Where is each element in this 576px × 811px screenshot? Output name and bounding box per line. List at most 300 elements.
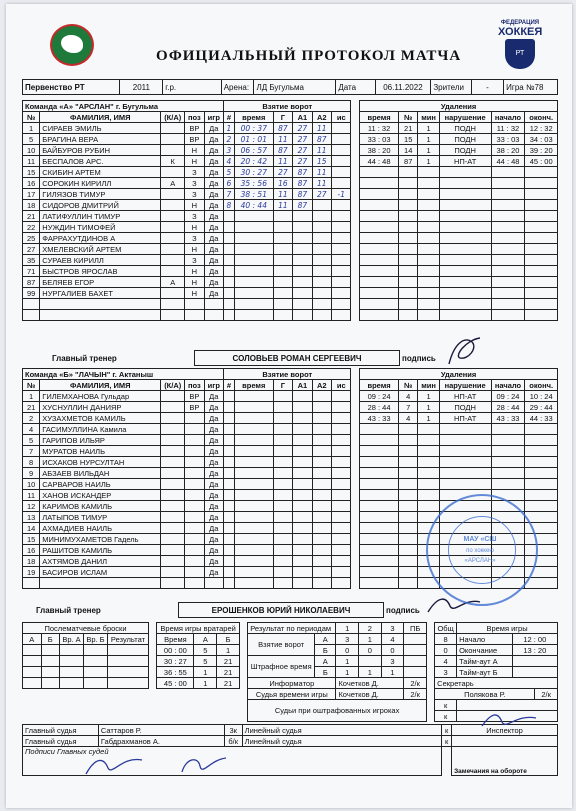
federation-logo-icon: ФЕДЕРАЦИЯ ХОККЕЯ РТ (498, 20, 542, 74)
player-role (161, 123, 185, 134)
goal-is: -1 (332, 189, 351, 200)
player-name: ГИЛЯЗОВ ТИМУР (40, 189, 161, 200)
player-played: Да (204, 545, 223, 556)
team-b-coach-label: Главный тренер (36, 605, 101, 615)
arena: ЛД Бугульма (254, 80, 336, 95)
player-name: ХУСНУЛЛИН ДАНИЯР (40, 402, 161, 413)
player-position (185, 413, 204, 424)
player-position (185, 501, 204, 512)
player-row (23, 413, 558, 424)
goal-g: 11 (273, 156, 292, 167)
player-number: 87 (23, 277, 40, 288)
player-row (23, 255, 558, 266)
goal-a1: 87 (293, 167, 312, 178)
player-role (161, 446, 185, 457)
goal-a1: 87 (293, 200, 312, 211)
penalty-end: 39 : 20 (525, 145, 558, 156)
player-position: Н (185, 266, 204, 277)
goal-time: 35 : 56 (234, 178, 273, 189)
player-row (23, 233, 558, 244)
goalie-time-title: Время игры вратарей (157, 623, 240, 634)
player-position: Н (185, 145, 204, 156)
player-name: МУРАТОВ НАИЛЬ (40, 446, 161, 457)
player-row (23, 424, 558, 435)
summary-table: Послематчевые броски Время игры вратарей Результат по периодам 1 2 3 ПБ Общ Время игры А Б Вр. А Вр. Б Результат Время А Б Взятие ворот А 3 1 4 8 Начало 12 : 00 00 : 00 5 1 Б 0 0 0 0 Окончание 13 : 20 30 : 27 5 21 Штрафное время А 1 3 4 Тайм-аут А 36 : 55 1 21 Б 1 1 1 3 Тайм-аут Б 45 : 00 1 21 Информатор Кочетков Д. 2/к Секретарь Судья времени игры Кочетков Д. 2/к Полякова Р. 2/к Судьи при оштрафованных игроках к к (22, 622, 558, 722)
player-number: 35 (23, 255, 40, 266)
penalty-viol: НП-АТ (439, 391, 491, 402)
penalty-end: 10 : 24 (525, 391, 558, 402)
player-role: А (161, 178, 185, 189)
penalty-no: 14 (399, 145, 418, 156)
player-row (23, 310, 558, 321)
player-number: 99 (23, 288, 40, 299)
penalty-no: 21 (399, 123, 418, 134)
player-row (23, 244, 558, 255)
goal-a2 (312, 200, 331, 211)
player-role (161, 413, 185, 424)
player-name: ИСХАКОВ НУРСУЛТАН (40, 457, 161, 468)
penalty-no: 87 (399, 156, 418, 167)
player-position (185, 534, 204, 545)
goal-a1: 87 (293, 178, 312, 189)
team-a-coach-signature-icon (444, 334, 484, 368)
player-row (23, 457, 558, 468)
player-name: СОРОКИН КИРИЛЛ (40, 178, 161, 189)
player-role (161, 244, 185, 255)
player-role (161, 266, 185, 277)
player-number: 22 (23, 222, 40, 233)
player-number: 15 (23, 534, 40, 545)
player-played: Да (204, 233, 223, 244)
goal-n: 8 (224, 200, 235, 211)
team-b-penalties-title: Удаления (360, 369, 558, 380)
birth-year-suffix: г.р. (163, 80, 221, 95)
player-position (185, 545, 204, 556)
player-position: З (185, 211, 204, 222)
goal-a2: 15 (312, 156, 331, 167)
player-row (23, 288, 558, 299)
player-role (161, 211, 185, 222)
player-position (185, 512, 204, 523)
player-name: ЛАТИФУЛЛИН ТИМУР (40, 211, 161, 222)
player-number: 19 (23, 567, 40, 578)
goal-time: 06 : 57 (234, 145, 273, 156)
penalty-start: 11 : 32 (491, 123, 525, 134)
penalty-time: 44 : 48 (360, 156, 399, 167)
player-number: 5 (23, 134, 40, 145)
player-name: ГИЛЕМХАНОВА Гульдар (40, 391, 161, 402)
player-row (23, 266, 558, 277)
team-a-goals-title: Взятие ворот (224, 101, 351, 112)
goal-a2: 87 (312, 134, 331, 145)
player-row (23, 299, 558, 310)
team-a-sign-label: подпись (402, 353, 436, 363)
player-role (161, 233, 185, 244)
player-name: БАСИРОВ ИСЛАМ (40, 567, 161, 578)
player-position: ВР (185, 123, 204, 134)
penalty-start: 38 : 20 (491, 145, 525, 156)
penalty-time: 43 : 33 (360, 413, 399, 424)
player-row (23, 446, 558, 457)
player-name: РАШИТОВ КАМИЛЬ (40, 545, 161, 556)
goal-g: 11 (273, 200, 292, 211)
goal-a2: 11 (312, 123, 331, 134)
player-number: 17 (23, 189, 40, 200)
player-name: АБЗАЕВ ВИЛЬДАН (40, 468, 161, 479)
goal-time: 30 : 27 (234, 167, 273, 178)
player-position: Н (185, 156, 204, 167)
player-played: Да (204, 255, 223, 266)
player-position: Н (185, 288, 204, 299)
player-position: З (185, 178, 204, 189)
goal-time: 38 : 51 (234, 189, 273, 200)
player-played: Да (204, 145, 223, 156)
penalty-end: 29 : 44 (525, 402, 558, 413)
player-row (23, 200, 558, 211)
team-b-coach: ЕРОШЕНКОВ ЮРИЙ НИКОЛАЕВИЧ (179, 603, 384, 618)
player-name: БРАГИНА ВЕРА (40, 134, 161, 145)
player-number: 9 (23, 468, 40, 479)
player-played: Да (204, 523, 223, 534)
player-played: Да (204, 402, 223, 413)
penalty-viol: ПОДН (439, 123, 491, 134)
goal-n: 7 (224, 189, 235, 200)
player-role (161, 567, 185, 578)
goal-a2: 11 (312, 145, 331, 156)
player-number: 25 (23, 233, 40, 244)
player-role (161, 222, 185, 233)
player-played: Да (204, 435, 223, 446)
page-title: ОФИЦИАЛЬНЫЙ ПРОТОКОЛ МАТЧА (156, 48, 462, 64)
inspector-signature-icon (480, 710, 540, 732)
penalty-min: 1 (418, 123, 439, 134)
player-role (161, 424, 185, 435)
player-played: Да (204, 512, 223, 523)
player-row (23, 468, 558, 479)
player-played: Да (204, 534, 223, 545)
goal-is (332, 145, 351, 156)
player-name: АХМАДИЕВ НАИЛЬ (40, 523, 161, 534)
player-played: Да (204, 413, 223, 424)
goal-g: 11 (273, 134, 292, 145)
team-b-sign-label: подпись (386, 605, 420, 615)
team-a-header: Команда «А» "АРСЛАН" г. Бугульма (23, 101, 224, 112)
player-name: ГАСИМУЛЛИНА Камила (40, 424, 161, 435)
penalty-min: 1 (418, 134, 439, 145)
player-row (23, 277, 558, 288)
player-row (23, 178, 558, 189)
penalty-viol: ПОДН (439, 145, 491, 156)
goal-is (332, 167, 351, 178)
player-row (23, 402, 558, 413)
birth-year: 2011 (120, 80, 163, 95)
player-role (161, 134, 185, 145)
referees-table: Главный судья Саттаров Р. 3к Линейный судья к Инспектор Главный судья Габдрахманов А. б/к Линейный судья к Подписи Главных судей Замечания на обороте (22, 724, 558, 776)
player-name: БЫСТРОВ ЯРОСЛАВ (40, 266, 161, 277)
player-name: ЛАТЫПОВ ТИМУР (40, 512, 161, 523)
penalty-viol: ПОДН (439, 134, 491, 145)
team-b-table: Команда «Б» "ЛАЧЫН" г. Актаныш Взятие ворот Удаления № ФАМИЛИЯ, ИМЯ (К/А) поз игр # время Г А1 А2 ис время № мин нарушение начало оконч. 1 ГИЛЕМХАНОВА Гульдар ВР Да 09 : 24 4 1 НП-АТ 09 : 24 10 : 24 21 ХУСНУЛЛИН ДАНИЯР ВР Да 28 : 44 7 1 ПОДН 28 : 44 29 : 44 2 ХУЗАХМЕТОВ КАМИЛЬ Да 43 : 33 4 1 НП-АТ 43 : 33 44 : 33 4 ГАСИМУЛЛИНА Камила Да 5 ГАРИПОВ ИЛЬЯР Да 7 МУРАТОВ НАИЛЬ Да 8 ИСХАКОВ НУРСУЛТАН Да 9 АБЗАЕВ ВИЛЬДАН Да 10 САРВАРОВ НАИЛЬ Да 11 ХАНОВ ИСКАНДЕР Да 12 КАРИМОВ КАМИЛЬ Да 13 ЛАТЫПОВ ТИМУР Да 14 АХМАДИЕВ НАИЛЬ Да 15 МИНИМУХАМЕТОВ Гадель Да 16 РАШИТОВ КАМИЛЬ Да 18 АХТЯМОВ ДАНИЛ Да 19 БАСИРОВ ИСЛАМ Да (22, 368, 558, 589)
goal-n: 1 (224, 123, 235, 134)
player-name: ФАРРАХУТДИНОВ А (40, 233, 161, 244)
goal-g: 16 (273, 178, 292, 189)
player-played: Да (204, 457, 223, 468)
player-position: ВР (185, 402, 204, 413)
player-played: Да (204, 200, 223, 211)
goal-g: 87 (273, 145, 292, 156)
player-name: АХТЯМОВ ДАНИЛ (40, 556, 161, 567)
match-info (22, 79, 558, 95)
goal-time: 20 : 42 (234, 156, 273, 167)
player-played: Да (204, 556, 223, 567)
player-name: МИНИМУХАМЕТОВ Гадель (40, 534, 161, 545)
goal-is (332, 134, 351, 145)
goal-a2: 11 (312, 167, 331, 178)
goal-a1: 27 (293, 123, 312, 134)
penalty-time: 09 : 24 (360, 391, 399, 402)
player-name: НУЖДИН ТИМОФЕЙ (40, 222, 161, 233)
player-name: СУРАЕВ КИРИЛЛ (40, 255, 161, 266)
penalty-start: 33 : 03 (491, 134, 525, 145)
player-role: А (161, 277, 185, 288)
player-name: ХАНОВ ИСКАНДЕР (40, 490, 161, 501)
player-played: Да (204, 189, 223, 200)
player-position: ВР (185, 134, 204, 145)
player-position: Н (185, 222, 204, 233)
player-played: Да (204, 156, 223, 167)
player-role (161, 534, 185, 545)
goal-a1: 27 (293, 145, 312, 156)
championship-label: Первенство РТ (23, 80, 120, 95)
goal-n: 6 (224, 178, 235, 189)
player-number: 71 (23, 266, 40, 277)
player-played: Да (204, 479, 223, 490)
player-played: Да (204, 468, 223, 479)
penalty-min: 1 (418, 402, 439, 413)
team-b-header: Команда «Б» "ЛАЧЫН" г. Актаныш (23, 369, 224, 380)
protocol-sheet (6, 4, 572, 808)
player-row (23, 189, 558, 200)
periods-title: Результат по периодам (248, 623, 336, 634)
player-role (161, 167, 185, 178)
player-position: З (185, 255, 204, 266)
player-position: ВР (185, 391, 204, 402)
player-number: 14 (23, 523, 40, 534)
goal-n: 3 (224, 145, 235, 156)
player-role (161, 288, 185, 299)
player-position (185, 446, 204, 457)
player-played: Да (204, 134, 223, 145)
player-position (185, 424, 204, 435)
player-row (23, 479, 558, 490)
player-position (185, 468, 204, 479)
spectators: - (471, 80, 503, 95)
player-played: Да (204, 288, 223, 299)
goal-n: 4 (224, 156, 235, 167)
player-position: З (185, 189, 204, 200)
team-a-table: Команда «А» "АРСЛАН" г. Бугульма Взятие ворот Удаления № ФАМИЛИЯ, ИМЯ (К/А) поз игр # время Г А1 А2 ис время № мин нарушение начало оконч. 1 СИРАЕВ ЭМИЛЬ ВР Да 1 00 : 37 87 27 11 11 : 32 21 1 ПОДН 11 : 32 12 : 32 5 БРАГИНА ВЕРА ВР Да 2 01 : 01 11 27 87 33 : 03 15 1 ПОДН 33 : 03 34 : 03 10 БАЙБУРОВ РУБИН Н Да 3 06 : 57 87 27 11 38 : 20 14 1 ПОДН 38 : 20 39 : 20 11 БЕСПАЛОВ АРС. К Н Да 4 20 : 42 11 27 15 44 : 48 87 1 НП-АТ 44 : 48 45 : 00 15 СКИБИН АРТЕМ З Да 5 30 : 27 27 87 11 16 СОРОКИН КИРИЛЛ А З Да 6 35 : 56 16 87 11 17 ГИЛЯЗОВ ТИМУР З Да 7 38 : 51 11 87 27 -1 18 СИДОРОВ ДМИТРИЙ Н Да 8 40 : 44 11 87 21 ЛАТИФУЛЛИН ТИМУР З Да 22 НУЖДИН ТИМОФЕЙ Н Да 25 ФАРРАХУТДИНОВ А З Да 27 ХМЕЛЕВСКИЙ АРТЕМ Н Да 35 СУРАЕВ КИРИЛЛ З Да 71 БЫСТРОВ ЯРОСЛАВ Н Да 87 БЕЛЯЕВ ЕГОР А Н Да 99 НУРГАЛИЕВ БАХЕТ Н Да (22, 100, 558, 321)
player-name: СКИБИН АРТЕМ (40, 167, 161, 178)
penalty-min: 1 (418, 391, 439, 402)
penalty-time: 28 : 44 (360, 402, 399, 413)
player-number: 7 (23, 446, 40, 457)
player-position (185, 490, 204, 501)
player-row (23, 123, 558, 134)
player-row (23, 134, 558, 145)
goal-a1: 87 (293, 189, 312, 200)
player-played: Да (204, 391, 223, 402)
player-role (161, 512, 185, 523)
player-role (161, 490, 185, 501)
goals-label: Взятие ворот (248, 634, 315, 656)
goal-is (332, 156, 351, 167)
team-a-penalties-title: Удаления (360, 101, 558, 112)
player-role (161, 145, 185, 156)
goal-time: 01 : 01 (234, 134, 273, 145)
club-stamp-icon: МАУ «СШ по хоккею «АРСЛАН» (426, 494, 538, 606)
penalty-time: 38 : 20 (360, 145, 399, 156)
goal-n: 5 (224, 167, 235, 178)
player-number: 1 (23, 123, 40, 134)
player-position (185, 479, 204, 490)
player-played: Да (204, 277, 223, 288)
player-role (161, 189, 185, 200)
player-position (185, 567, 204, 578)
player-played: Да (204, 567, 223, 578)
player-position: З (185, 233, 204, 244)
penalty-viol: НП-АТ (439, 156, 491, 167)
player-name: ХУЗАХМЕТОВ КАМИЛЬ (40, 413, 161, 424)
arena-label: Арена: (221, 80, 254, 95)
date-label: Дата (336, 80, 375, 95)
player-number: 4 (23, 424, 40, 435)
game-number: Игра №78 (504, 80, 558, 95)
penalty-min: 1 (418, 145, 439, 156)
penalty-end: 45 : 00 (525, 156, 558, 167)
main-judges-signatures-icon (82, 752, 232, 782)
player-position (185, 556, 204, 567)
goal-is (332, 178, 351, 189)
spectators-label: Зрители (431, 80, 471, 95)
goal-a2: 11 (312, 178, 331, 189)
player-position: З (185, 167, 204, 178)
player-number: 21 (23, 211, 40, 222)
player-number: 18 (23, 200, 40, 211)
player-position (185, 523, 204, 534)
player-position: Н (185, 277, 204, 288)
team-a-coach: СОЛОВЬЕВ РОМАН СЕРГЕЕВИЧ (195, 351, 400, 366)
player-played: Да (204, 490, 223, 501)
player-played: Да (204, 244, 223, 255)
penalty-start: 28 : 44 (491, 402, 525, 413)
player-position: Н (185, 200, 204, 211)
player-played: Да (204, 123, 223, 134)
player-role (161, 479, 185, 490)
player-number: 2 (23, 413, 40, 424)
player-row (23, 167, 558, 178)
player-role (161, 501, 185, 512)
penalty-end: 34 : 03 (525, 134, 558, 145)
player-role (161, 435, 185, 446)
goal-a1: 27 (293, 134, 312, 145)
player-position (185, 435, 204, 446)
player-role (161, 200, 185, 211)
goal-n: 2 (224, 134, 235, 145)
player-name: НУРГАЛИЕВ БАХЕТ (40, 288, 161, 299)
player-row (23, 222, 558, 233)
player-number: 16 (23, 178, 40, 189)
goal-g: 27 (273, 167, 292, 178)
player-played: Да (204, 446, 223, 457)
goal-time: 40 : 44 (234, 200, 273, 211)
player-number: 8 (23, 457, 40, 468)
penalty-time: 33 : 03 (360, 134, 399, 145)
penalty-no: 15 (399, 134, 418, 145)
player-number: 18 (23, 556, 40, 567)
player-number: 15 (23, 167, 40, 178)
penalty-min: 1 (418, 156, 439, 167)
penalty-start: 43 : 33 (491, 413, 525, 424)
penalty-no: 4 (399, 391, 418, 402)
player-name: СИДОРОВ ДМИТРИЙ (40, 200, 161, 211)
player-name: БАЙБУРОВ РУБИН (40, 145, 161, 156)
player-played: Да (204, 266, 223, 277)
player-role (161, 556, 185, 567)
player-role (161, 545, 185, 556)
player-row (23, 435, 558, 446)
player-role (161, 391, 185, 402)
penalty-no: 7 (399, 402, 418, 413)
team-b-goals-title: Взятие ворот (224, 369, 351, 380)
player-name: ХМЕЛЕВСКИЙ АРТЕМ (40, 244, 161, 255)
player-position: Н (185, 244, 204, 255)
player-played: Да (204, 501, 223, 512)
goal-is (332, 123, 351, 134)
match-date: 06.11.2022 (375, 80, 431, 95)
penalty-min: 1 (418, 413, 439, 424)
player-played: Да (204, 424, 223, 435)
goal-time: 00 : 37 (234, 123, 273, 134)
player-number: 11 (23, 490, 40, 501)
goal-g: 11 (273, 189, 292, 200)
penalty-end: 44 : 33 (525, 413, 558, 424)
player-row (23, 145, 558, 156)
player-number: 21 (23, 402, 40, 413)
player-number: 27 (23, 244, 40, 255)
shots-title: Послематчевые броски (23, 623, 149, 634)
player-row (23, 391, 558, 402)
player-played: Да (204, 178, 223, 189)
team-a-coach-label: Главный тренер (52, 353, 117, 363)
player-played: Да (204, 167, 223, 178)
player-row (23, 211, 558, 222)
player-number: 10 (23, 145, 40, 156)
penalty-viol: НП-АТ (439, 413, 491, 424)
player-number: 11 (23, 156, 40, 167)
tatarstan-emblem-icon (50, 24, 94, 66)
player-name: БЕЛЯЕВ ЕГОР (40, 277, 161, 288)
penalty-no: 4 (399, 413, 418, 424)
player-number: 5 (23, 435, 40, 446)
player-number: 10 (23, 479, 40, 490)
player-number: 13 (23, 512, 40, 523)
player-name: СИРАЕВ ЭМИЛЬ (40, 123, 161, 134)
player-role (161, 468, 185, 479)
goal-a1: 27 (293, 156, 312, 167)
player-number: 16 (23, 545, 40, 556)
penalty-viol: ПОДН (439, 402, 491, 413)
player-name: БЕСПАЛОВ АРС. (40, 156, 161, 167)
